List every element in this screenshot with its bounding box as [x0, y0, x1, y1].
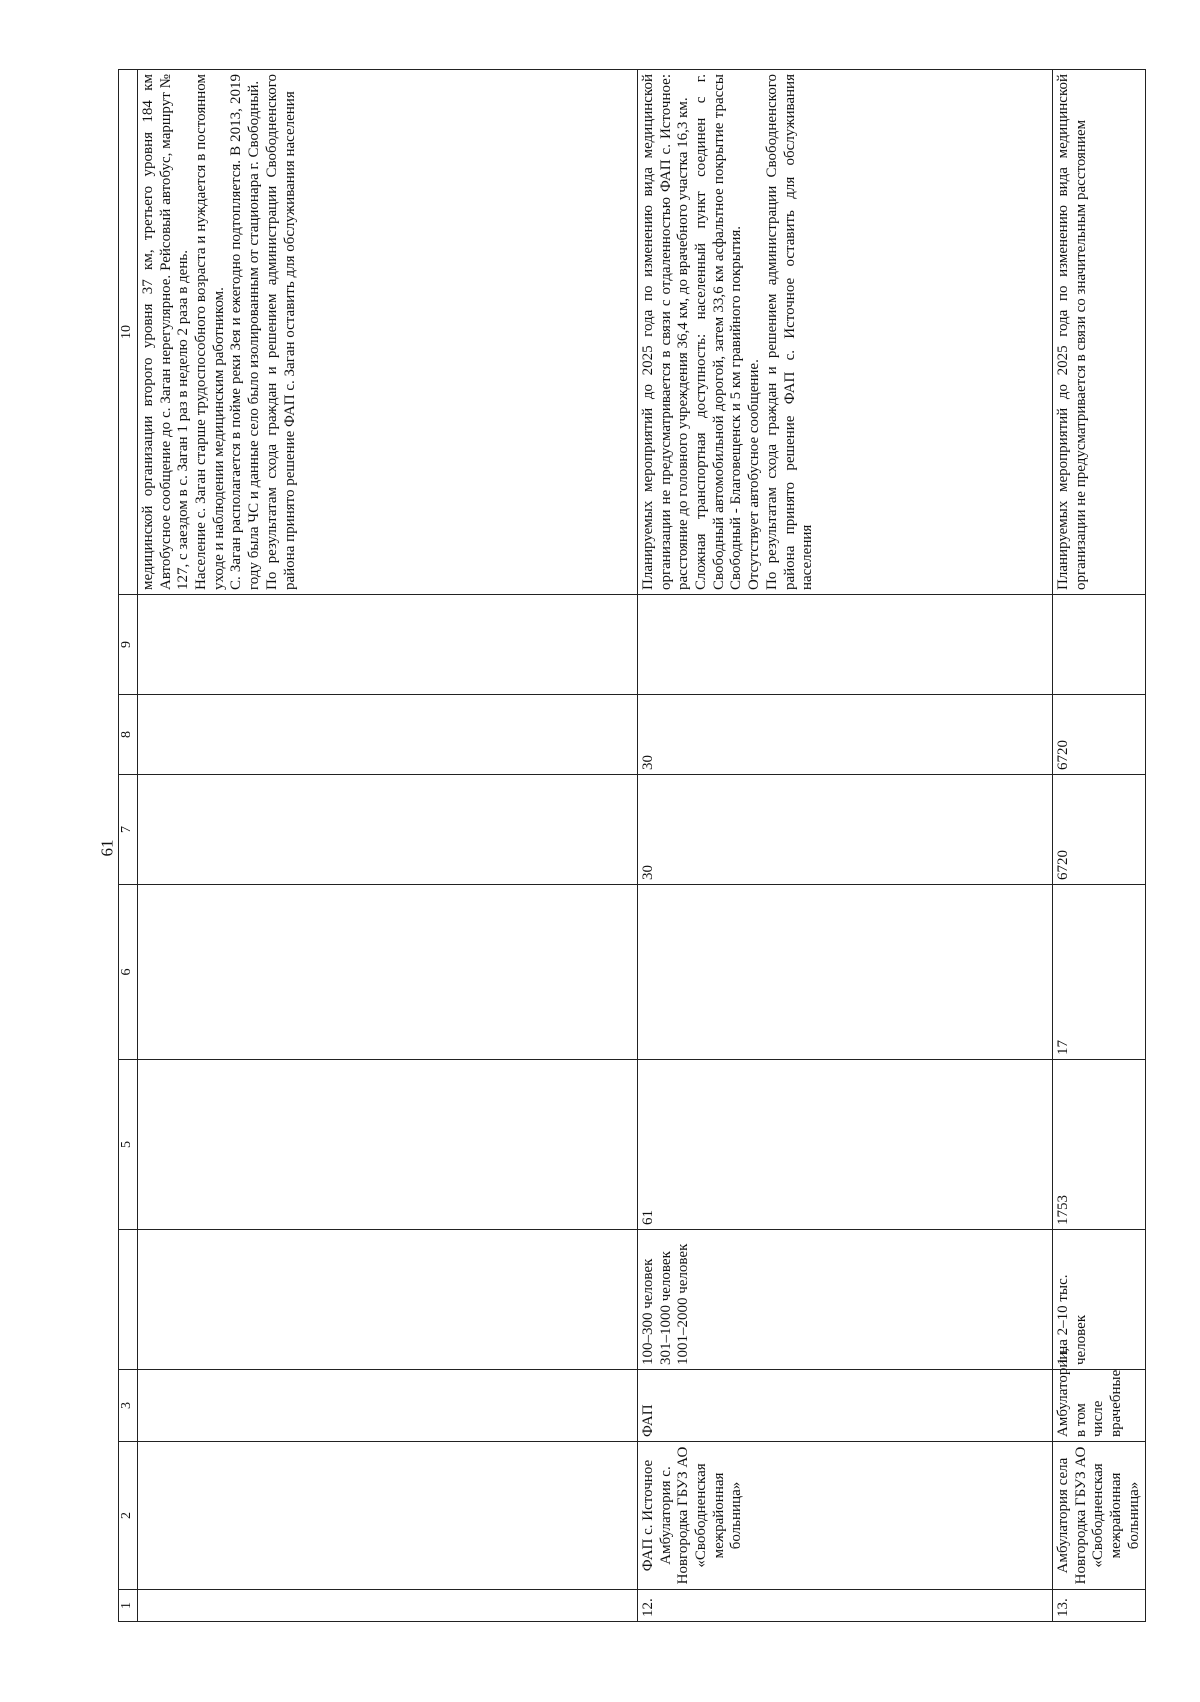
cell-norm — [638, 1230, 1053, 1370]
rotated-table-container — [118, 70, 1142, 1622]
column-header: 6 — [119, 885, 138, 1060]
cell-col5 — [138, 1060, 638, 1230]
cell-col6: 17 — [1053, 885, 1146, 1060]
cell-col6 — [138, 885, 638, 1060]
column-header: 5 — [119, 1060, 138, 1230]
note-paragraph: По результатам схода граждан и решением администрации Свободненского района принято решение ФАП с. Заган оставить для обслуживания населения — [263, 74, 298, 590]
page-number: 61 — [97, 839, 116, 857]
cell-type: ФАП — [638, 1370, 1053, 1442]
cell-number: 13. — [1053, 1590, 1146, 1622]
cell-type — [138, 1370, 638, 1442]
norm-line: 1001–2000 человек — [675, 1243, 692, 1365]
cell-col8 — [138, 695, 638, 775]
note-paragraph: Планируемых мероприятий до 2025 года по изменению вида медицинской организации не предусматривается в связи с отдаленностью ФАП с. Источное: расстояние до головного учреждения 36,4 км, до врачебного участка 16,3 км. — [640, 74, 692, 590]
cell-organization: Амбулатория села Новгородка ГБУЗ АО «Свободненская межрайонная больница» — [1053, 1442, 1146, 1590]
cell-col8: 6720 — [1053, 695, 1146, 775]
column-header: 1 — [119, 1590, 138, 1622]
table-row-13 — [1053, 70, 1146, 1622]
cell-col7: 30 — [638, 775, 1053, 885]
cell-type: Амбулатории, в том числе врачебные — [1053, 1370, 1146, 1442]
column-header: 9 — [119, 595, 138, 695]
note-paragraph: С. Заган располагается в пойме реки Зея и ежегодно подтопляется. В 2013, 2019 году была ЧС и данные село было изолированным от стационара г. Свободный. — [228, 74, 263, 590]
cell-col7: 6720 — [1053, 775, 1146, 885]
cell-organization: ФАП с. Источное Амбулатория с. Новгородка ГБУЗ АО «Свободненская межрайонная больница» — [638, 1442, 1053, 1590]
cell-col8: 30 — [638, 695, 1053, 775]
cell-number: 12. — [638, 1590, 1053, 1622]
cell-col9 — [1053, 595, 1146, 695]
note-paragraph: По результатам схода граждан и решением администрации Свободненского района принято решение ФАП с. Источное оставить для обслуживания населения — [763, 74, 816, 590]
cell-col6 — [638, 885, 1053, 1060]
note-paragraph: Планируемых мероприятий до 2025 года по изменению вида медицинской организации не предусматривается в связи со значительным расстоянием — [1055, 74, 1089, 590]
data-table — [118, 69, 1146, 1622]
norm-line: 100–300 человек — [640, 1258, 656, 1365]
column-header: 2 — [119, 1442, 138, 1590]
table-row-continuation — [138, 70, 638, 1622]
norm-line: 301–1000 человек — [657, 1251, 674, 1365]
cell-notes — [638, 70, 1053, 595]
cell-notes — [1053, 70, 1146, 595]
note-paragraph: Сложная транспортная доступность: населенный пункт соединен с г. Свободный автомобильной дорогой, затем 33,6 км асфальтное покрытие трассы Свободный - Благовещенск и 5 км гравийного покрытия. — [693, 74, 745, 590]
cell-col9 — [138, 595, 638, 695]
column-header: 8 — [119, 695, 138, 775]
cell-norm — [138, 1230, 638, 1370]
table-row-12 — [638, 70, 1053, 1622]
cell-number — [138, 1590, 638, 1622]
note-paragraph: Население с. Заган старше трудоспособного возраста и нуждается в постоянном уходе и наблюдении медицинским работником. — [193, 74, 227, 590]
cell-col9 — [638, 595, 1053, 695]
cell-col5: 61 — [638, 1060, 1053, 1230]
note-paragraph: Отсутствует автобусное сообщение. — [746, 359, 763, 590]
norm-line: 1 на 2–10 тыс. человек — [1055, 1274, 1089, 1365]
cell-norm — [1053, 1230, 1146, 1370]
column-header — [119, 1230, 138, 1370]
column-header: 10 — [119, 70, 138, 595]
column-header: 3 — [119, 1370, 138, 1442]
column-header: 7 — [119, 775, 138, 885]
cell-col5: 1753 — [1053, 1060, 1146, 1230]
note-paragraph: медицинской организации второго уровня 37 км, третьего уровня 184 км Автобусное сообщение до с. Заган нерегулярное. Рейсовый автобус, маршрут № 127, с заездом в с. Заган 1 раз в неделю 2 раза в день. — [140, 74, 192, 590]
column-number-row — [119, 70, 138, 1622]
cell-notes — [138, 70, 638, 595]
cell-organization — [138, 1442, 638, 1590]
cell-col7 — [138, 775, 638, 885]
